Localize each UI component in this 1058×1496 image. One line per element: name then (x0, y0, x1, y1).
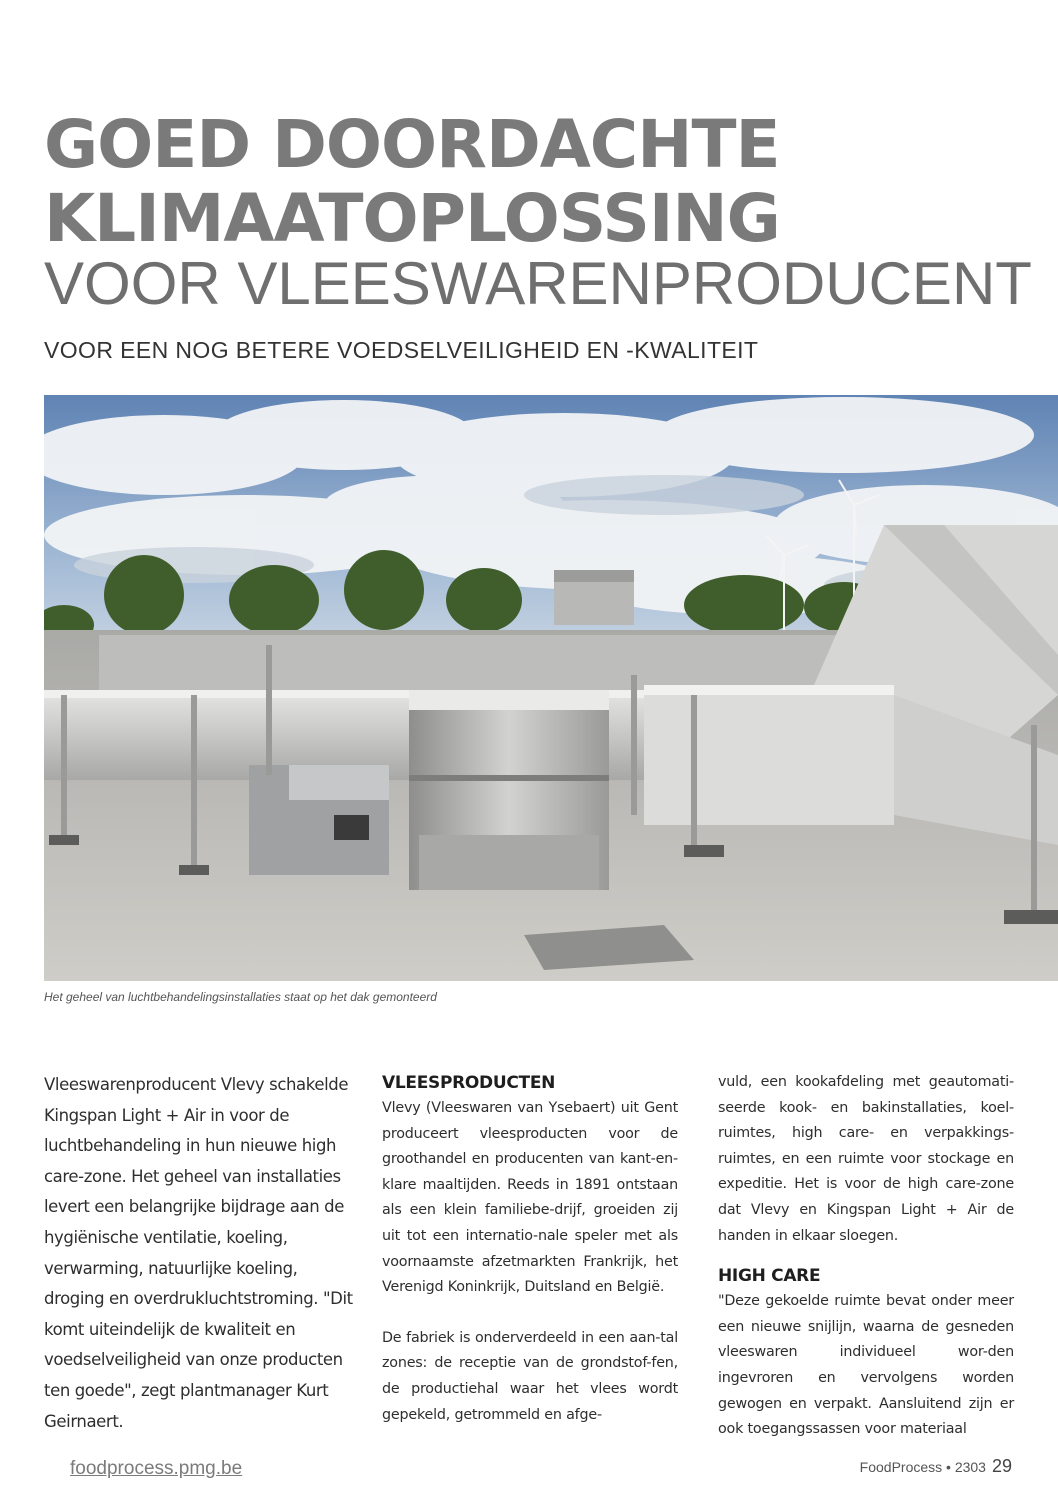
section-heading-high-care: HIGH CARE (718, 1266, 821, 1287)
vleesproducten-paragraph-1: Vlevy (Vleeswaren van Ysebaert) uit Gent produceert vleesproducten voor de groothandel en producenten van kant-en-klare maaltijden. Reeds in 1891 ontstaan als een klein familiebe-drijf, groeiden zij uit tot een internatio-nale speler met als voornaamste afzetmarkten Frankrijk, het Verenigd Koninkrijk, Duitsland en België. (382, 1100, 678, 1296)
headline-line-2: KLIMAATOPLOSSING (44, 180, 780, 257)
high-care-paragraph-1: "Deze gekoelde ruimte bevat onder meer een nieuwe snijlijn, waarna de gesneden vleeswaren individueel wor-den ingevroren en vervolgens worden gewogen en verpakt. Aansluitend zijn er ook toegangssassen voor materiaal (718, 1293, 1014, 1438)
vleesproducten-paragraph-2: De fabriek is onderverdeeld in een aan-tal zones: de receptie van de grondstof-fen, de productiehal waar het vlees wordt gepekeld, getrommeld en afge- (382, 1329, 678, 1423)
headline-light: VOOR VLEESWARENPRODUCENT (44, 250, 1032, 317)
column-2 (382, 1070, 678, 1428)
footer-right (860, 1456, 1012, 1477)
website-link[interactable]: foodprocess.pmg.be (70, 1458, 243, 1479)
headline-bold (44, 108, 1024, 256)
rooftop-hvac-photo (44, 395, 1058, 981)
intro-paragraph: Vleeswarenproducent Vlevy schakelde Kingspan Light + Air in voor de luchtbehandeling in hun nieuwe high care-zone. Het geheel van installaties levert een belangrijke bijdrage aan de hygiënische ventilatie, koeling, verwarming, natuurlijke koeling, droging en overdrukluchtstroming. "Dit komt uiteindelijk de kwaliteit en voedselveiligheid van onze producten ten goede", zegt plantmanager Kurt Geirnaert. (44, 1075, 353, 1431)
page-number: 29 (991, 1456, 1012, 1476)
vleesproducten-paragraph-continued: vuld, een kookafdeling met geautomati-seerde kook- en bakinstallaties, koel-ruimtes, high care- en verpakkings-ruimtes, en een ruimte voor stockage en expeditie. Het is voor de high care-zone dat Vlevy en Kingspan Light + Air de handen in elkaar sloegen. (718, 1074, 1014, 1244)
subtitle: VOOR EEN NOG BETERE VOEDSELVEILIGHEID EN -KWALITEIT (44, 337, 759, 363)
section-heading-vleesproducten: VLEESPRODUCTEN (382, 1073, 556, 1093)
column-3 (718, 1070, 1014, 1443)
photo-caption: Het geheel van luchtbehandelingsinstallaties staat op het dak gemonteerd (44, 990, 437, 1004)
headline-line-1: GOED DOORDACHTE (44, 106, 780, 183)
magazine-issue: FoodProcess • 2303 (859, 1459, 986, 1475)
